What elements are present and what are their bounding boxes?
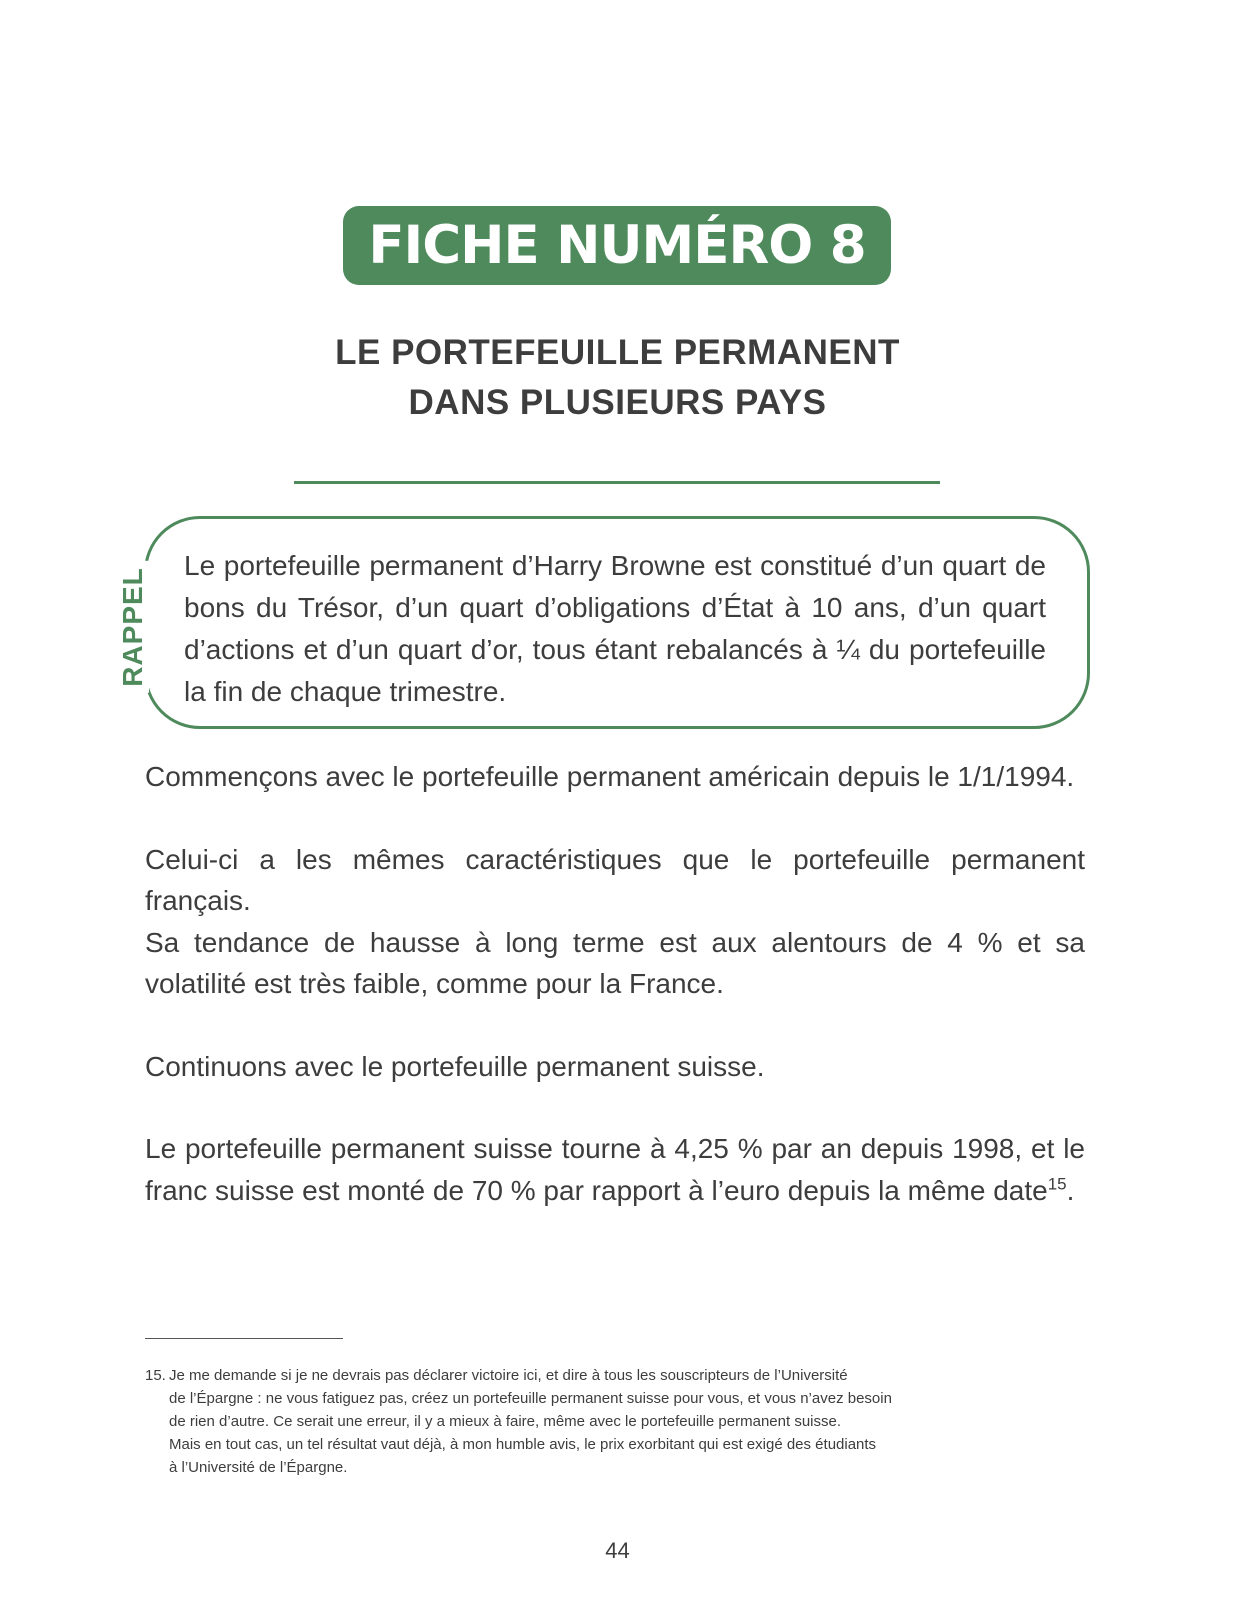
footnote-reference: 15 (1047, 1174, 1067, 1194)
paragraph-2b: Sa tendance de hausse à long terme est aux alentours de 4 % et sa volatilité est très faible, comme pour la France. (145, 926, 1085, 999)
footnote-line-1-text: Je me demande si je ne devrais pas déclarer victoire ici, et dire à tous les souscripteurs de l’Université (169, 1367, 848, 1384)
page-title (300, 328, 935, 428)
paragraph-1: Commençons avec le portefeuille permanent américain depuis le 1/1/1994. (145, 761, 1075, 792)
page-title-line-2: DANS PLUSIEURS PAYS (408, 383, 827, 422)
footnote-number: 15. (145, 1367, 166, 1384)
title-divider (294, 481, 940, 484)
body-text (145, 756, 1085, 1211)
paragraph-3: Continuons avec le portefeuille permanent suisse. (145, 1050, 765, 1082)
footnote-line-4: Mais en tout cas, un tel résultat vaut déjà, à mon humble avis, le prix exorbitant qui est exigé des étudiants (169, 1436, 877, 1453)
paragraph-2a: Celui-ci a les mêmes caractéristiques que le portefeuille permanent français. (145, 843, 1085, 916)
footnote-line-2: de l’Épargne : ne vous fatiguez pas, créez un portefeuille permanent suisse pour vous, et vous n’avez besoin (169, 1390, 892, 1407)
rappel-label: RAPPEL (117, 561, 149, 693)
paragraph-4 (145, 1128, 1085, 1211)
footnote-line-1 (145, 1364, 1070, 1387)
chapter-badge-text: FICHE NUMÉRO 8 (368, 215, 866, 276)
page-number: 44 (605, 1538, 630, 1563)
paragraph-4-text: Le portefeuille permanent suisse tourne à 4,25 % par an depuis 1998, et le franc suisse est monté de 70 % par rapport à l’euro depuis la même date (145, 1133, 1085, 1206)
footnote-line-3: de rien d’autre. Ce serait une erreur, il y a mieux à faire, même avec le portefeuille permanent suisse. (169, 1413, 841, 1430)
footnote-line-5: à l’Université de l’Épargne. (169, 1459, 348, 1476)
footnote-separator (145, 1338, 343, 1339)
footnote (145, 1364, 1070, 1479)
page-title-line-1: LE PORTEFEUILLE PERMANENT (335, 333, 900, 372)
chapter-badge (343, 206, 891, 285)
rappel-text: Le portefeuille permanent d’Harry Browne est constitué d’un quart de bons du Trésor, d’un quart d’obligations d’État à 10 ans, d’un quart d’actions et d’un quart d’or, tous étant rebalancés à ¼ du portefeuille la fin de chaque trimestre. (184, 550, 1046, 707)
paragraph-4-end: . (1066, 1174, 1075, 1206)
